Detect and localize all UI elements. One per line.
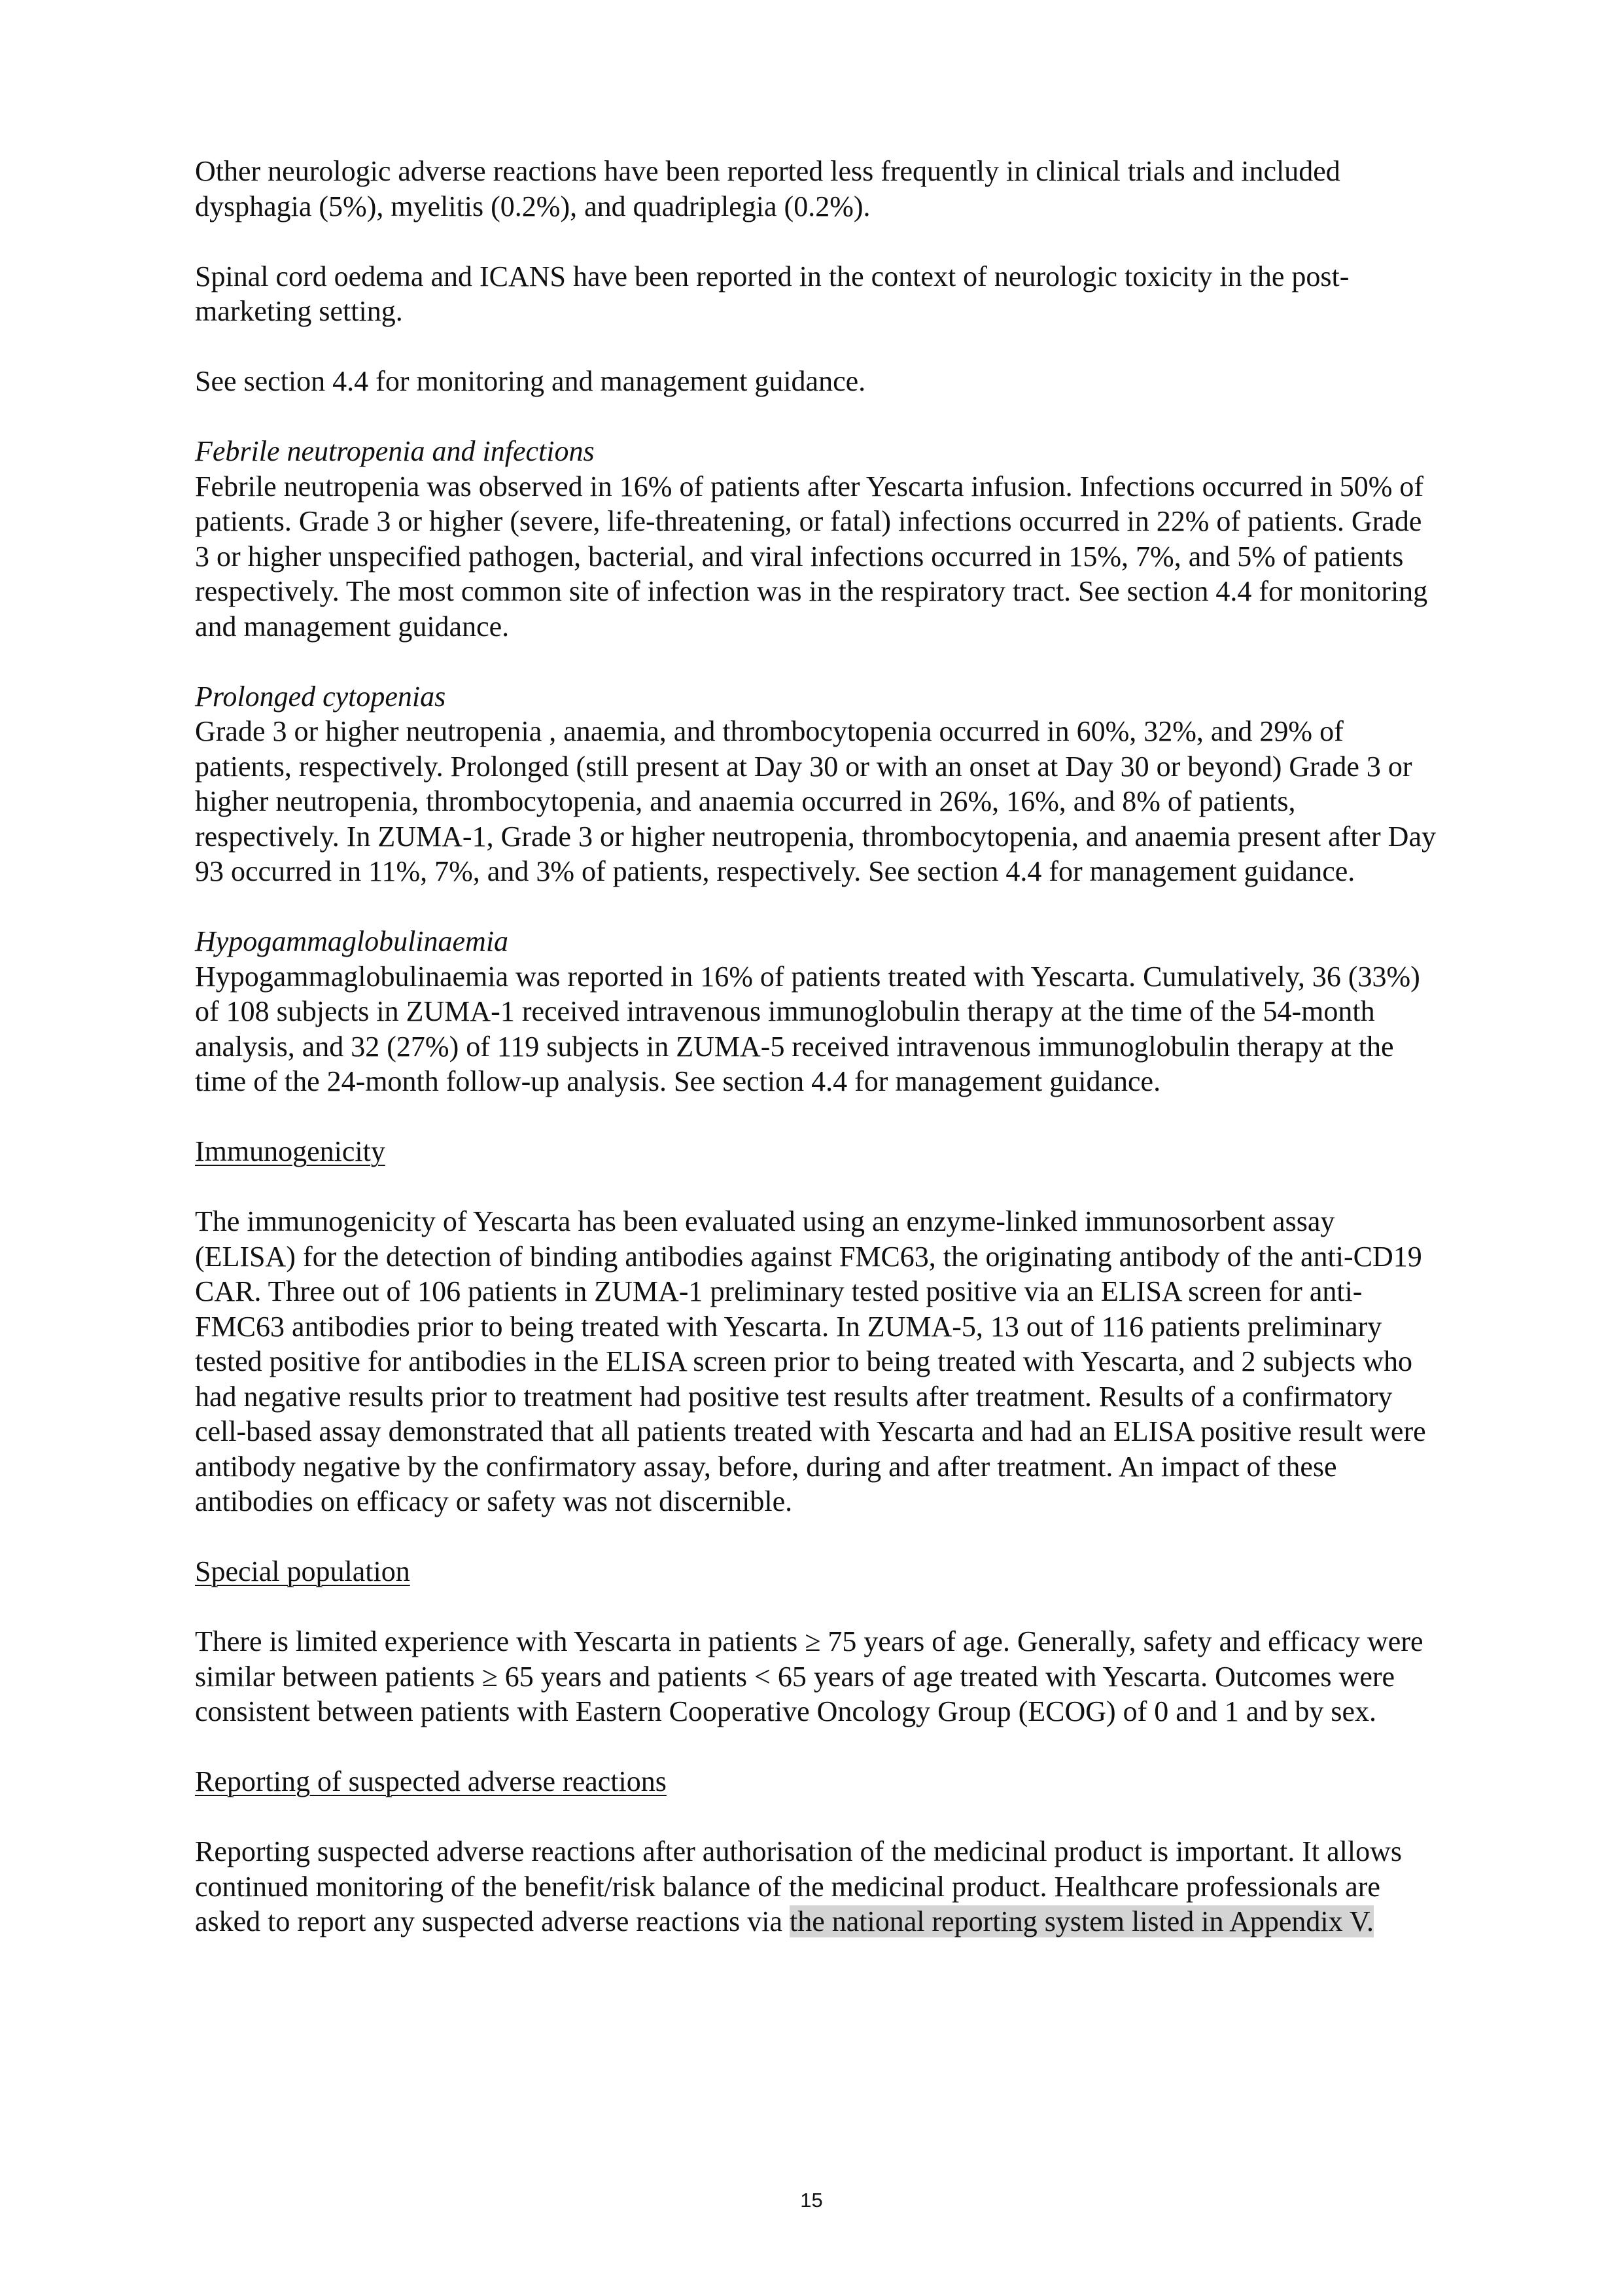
reporting-highlighted-link-text: the national reporting system listed in Appendix V. xyxy=(789,1905,1374,1937)
immunogenicity-heading-text: Immunogenicity xyxy=(195,1135,385,1167)
hypogamma-body: Hypogammaglobulinaemia was reported in 16% of patients treated with Yescarta. Cumulatively, 36 (33%) of 108 subjects in ZUMA-1 received intravenous immunoglobulin therapy at the time of the 54-month analysis, and 32 (27%) of 119 subjects in ZUMA-5 received intravenous immunoglobulin therapy at the time of the 24-month follow-up analysis. See section 4.4 for management guidance. xyxy=(195,960,1420,1097)
special-population-heading xyxy=(195,1554,1438,1589)
reporting-body-text: Reporting suspected adverse reactions after authorisation of the medicinal product is important. It allows continued monitoring of the benefit/risk balance of the medicinal product. Healthcare professionals are asked to report any suspected adverse reactions via xyxy=(195,1835,1403,1937)
reporting-heading xyxy=(195,1764,1438,1799)
special-population-body: There is limited experience with Yescarta in patients ≥ 75 years of age. Generally, safety and efficacy were similar between patients ≥ 65 years and patients < 65 years of age treated with Yescarta. Outcomes were consistent between patients with Eastern Cooperative Oncology Group (ECOG) of 0 and 1 and by sex. xyxy=(195,1625,1423,1727)
cytopenias-body: Grade 3 or higher neutropenia , anaemia, and thrombocytopenia occurred in 60%, 32%, and 29% of patients, respectively. Prolonged (still present at Day 30 or with an onset at Day 30 or beyond) Grade 3 or higher neutropenia, thrombocytopenia, and anaemia occurred in 26%, 16%, and 8% of patients, respectively. In ZUMA-1, Grade 3 or higher neutropenia, thrombocytopenia, and anaemia present after Day 93 occurred in 11%, 7%, and 3% of patients, respectively. See section 4.4 for management guidance. xyxy=(195,715,1436,887)
section-prolonged-cytopenias xyxy=(195,679,1438,889)
reporting-body xyxy=(195,1834,1438,1939)
immunogenicity-body: The immunogenicity of Yescarta has been evaluated using an enzyme-linked immunosorbent assay (ELISA) for the detection of binding antibodies against FMC63, the originating antibody of the anti-CD19 CAR. Three out of 106 patients in ZUMA-1 preliminary tested positive via an ELISA screen for anti-FMC63 antibodies prior to being treated with Yescarta. In ZUMA-5, 13 out of 116 patients preliminary tested positive for antibodies in the ELISA screen prior to being treated with Yescarta, and 2 subjects who had negative results prior to treatment had positive test results after treatment. Results of a confirmatory cell-based assay demonstrated that all patients treated with Yescarta and had an ELISA positive result were antibody negative by the confirmatory assay, before, during and after treatment. An impact of these antibodies on efficacy or safety was not discernible. xyxy=(195,1205,1426,1517)
paragraph-neurologic-other: Other neurologic adverse reactions have been reported less frequently in clinical trials and included dysphagia (5%), myelitis (0.2%), and quadriplegia (0.2%). xyxy=(195,155,1340,222)
document-page xyxy=(195,154,1438,1974)
page-number: 15 xyxy=(800,2189,823,2212)
febrile-body: Febrile neutropenia was observed in 16% of patients after Yescarta infusion. Infections occurred in 50% of patients. Grade 3 or higher (severe, life-threatening, or fatal) infections occurred in 22% of patients. Grade 3 or higher unspecified pathogen, bacterial, and viral infections occurred in 15%, 7%, and 5% of patients respectively. The most common site of infection was in the respiratory tract. See section 4.4 for monitoring and management guidance. xyxy=(195,470,1428,643)
immunogenicity-heading xyxy=(195,1134,1438,1169)
section-hypogammaglobulinaemia xyxy=(195,924,1438,1099)
section-febrile-neutropenia xyxy=(195,434,1438,644)
paragraph-spinal-cord: Spinal cord oedema and ICANS have been reported in the context of neurologic toxicity in the post-marketing setting. xyxy=(195,260,1350,327)
cytopenias-heading: Prolonged cytopenias xyxy=(195,680,446,713)
reporting-heading-text: Reporting of suspected adverse reactions xyxy=(195,1765,667,1797)
special-population-heading-text: Special population xyxy=(195,1555,410,1587)
paragraph-see-section: See section 4.4 for monitoring and management guidance. xyxy=(195,365,866,397)
febrile-heading: Febrile neutropenia and infections xyxy=(195,435,595,467)
hypogamma-heading: Hypogammaglobulinaemia xyxy=(195,925,509,957)
